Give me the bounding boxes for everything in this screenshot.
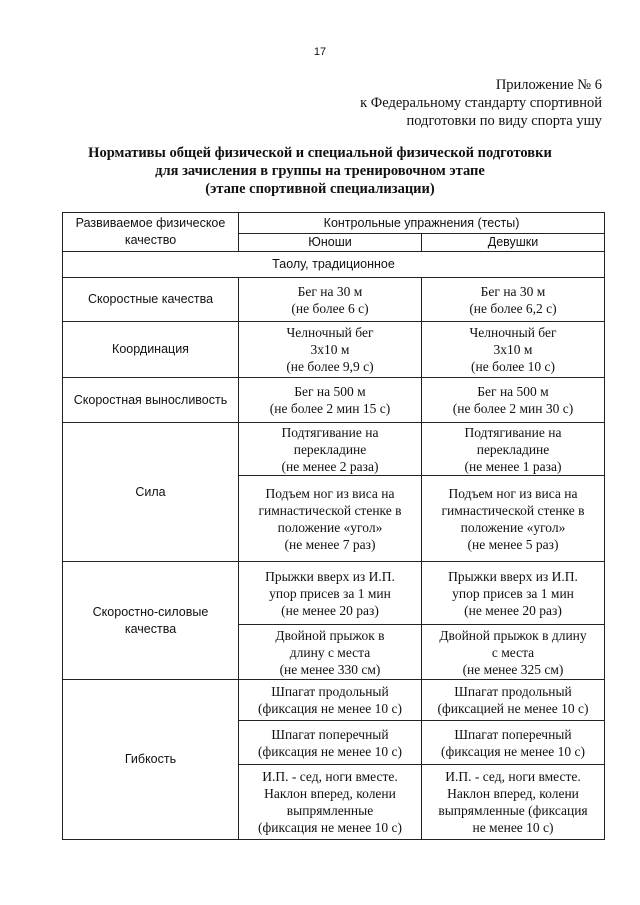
norm-cell	[422, 423, 605, 476]
norm-cell	[422, 476, 605, 562]
quality-power-line: Скоростно-силовые	[92, 604, 209, 619]
norm-line: гимнастической стенке в	[441, 502, 585, 518]
quality-power-line: качества	[124, 621, 177, 636]
norm-cell	[422, 721, 605, 765]
norm-line: гимнастической стенке в	[258, 502, 402, 518]
norm-line: перекладине	[293, 441, 367, 457]
norm-line: (не менее 325 см)	[462, 661, 564, 677]
norm-line: Подтягивание на	[464, 424, 562, 440]
title-line: Нормативы общей физической и специальной физической подготовки	[88, 145, 552, 161]
quality-speed: Скоростные качества	[63, 278, 239, 322]
norm-line: Шпагат продольный	[454, 684, 572, 699]
norm-line: (не более 2 мин 30 с)	[452, 401, 574, 416]
norm-line: (фиксацией не менее 10 с)	[437, 701, 589, 716]
title-line: для зачисления в группы на тренировочном этапе	[155, 163, 485, 179]
document-title	[0, 144, 640, 198]
norm-line: выпрямленные (фиксация	[438, 803, 588, 818]
norm-line: положение «угол»	[460, 519, 566, 535]
appendix-line: подготовки по виду спорта ушу	[406, 113, 602, 129]
norm-line: (фиксация не менее 10 с)	[258, 701, 402, 716]
norm-line: (не более 9,9 с)	[286, 359, 374, 374]
norm-line: (не более 10 с)	[471, 359, 555, 374]
header-quality	[63, 213, 239, 252]
norm-cell	[239, 562, 422, 625]
norm-cell	[239, 625, 422, 680]
norm-line: Наклон вперед, колени	[447, 786, 579, 801]
norm-line: Челночный бег	[286, 325, 374, 340]
quality-coordination: Координация	[63, 322, 239, 378]
norm-line: Прыжки вверх из И.П.	[448, 568, 578, 584]
page-number: 17	[313, 46, 327, 58]
norm-cell	[239, 423, 422, 476]
norm-line: Шпагат продольный	[271, 684, 389, 699]
norm-cell	[422, 680, 605, 721]
norm-line: Бег на 30 м	[480, 283, 546, 299]
norm-cell	[239, 322, 422, 378]
norm-cell	[422, 765, 605, 840]
norm-line: выпрямленные	[286, 803, 374, 818]
norm-line: Бег на 500 м	[477, 384, 549, 399]
norm-cell	[422, 562, 605, 625]
norm-line: перекладине	[476, 441, 550, 457]
norm-line: Бег на 30 м	[297, 283, 363, 299]
section-row: Таолу, традиционное	[63, 252, 605, 278]
norm-cell	[422, 625, 605, 680]
header-girls: Девушки	[422, 234, 605, 252]
norm-line: Челночный бег	[469, 325, 557, 340]
norm-line: (не менее 330 см)	[279, 661, 381, 677]
norm-cell	[422, 322, 605, 378]
norm-line: Подъем ног из виса на	[448, 485, 578, 501]
norm-cell	[239, 680, 422, 721]
quality-flexibility: Гибкость	[63, 680, 239, 840]
norm-line: И.П. - сед, ноги вместе.	[445, 769, 581, 784]
header-quality-line: качество	[124, 233, 177, 247]
appendix-line: к Федеральному стандарту спортивной	[360, 95, 602, 111]
norm-line: (не более 6 с)	[291, 300, 369, 316]
norm-line: Шпагат поперечный	[454, 726, 572, 742]
norm-line: Наклон вперед, колени	[264, 786, 396, 801]
norm-line: 3х10 м	[493, 342, 533, 357]
norm-line: не менее 10 с)	[472, 820, 554, 835]
norm-line: (не менее 1 раза)	[464, 458, 562, 474]
norm-line: Подъем ног из виса на	[265, 485, 395, 501]
norm-line: Бег на 500 м	[294, 384, 366, 399]
appendix-block	[360, 76, 602, 130]
appendix-line: Приложение № 6	[495, 77, 602, 93]
norm-cell	[239, 721, 422, 765]
norm-line: (не менее 20 раз)	[464, 602, 562, 618]
quality-endurance: Скоростная выносливость	[63, 378, 239, 423]
norm-line: длину с места	[289, 644, 371, 660]
header-boys: Юноши	[239, 234, 422, 252]
norm-line: 3х10 м	[310, 342, 350, 357]
norm-cell	[239, 476, 422, 562]
norm-line: (не менее 20 раз)	[281, 602, 379, 618]
norm-line: Подтягивание на	[281, 424, 379, 440]
title-line: (этапе спортивной специализации)	[205, 181, 435, 197]
norm-line: (фиксация не менее 10 с)	[258, 743, 402, 759]
header-tests: Контрольные упражнения (тесты)	[239, 213, 605, 234]
norm-line: с места	[491, 644, 535, 660]
norm-line: Прыжки вверх из И.П.	[265, 568, 395, 584]
norm-line: упор присев за 1 мин	[269, 585, 391, 601]
norm-line: (не менее 2 раза)	[281, 458, 379, 474]
norm-cell	[239, 378, 422, 423]
header-quality-line: Развиваемое физическое	[75, 216, 226, 230]
norm-line: Двойной прыжок в длину	[439, 627, 587, 643]
norm-cell	[422, 278, 605, 322]
norm-line: Шпагат поперечный	[271, 726, 389, 742]
norm-line: (не более 6,2 с)	[469, 300, 557, 316]
norm-line: Двойной прыжок в	[275, 627, 385, 643]
norm-cell	[239, 765, 422, 840]
norm-line: (фиксация не менее 10 с)	[258, 820, 402, 835]
quality-power	[63, 562, 239, 680]
norm-line: (не менее 5 раз)	[467, 536, 559, 552]
quality-strength: Сила	[63, 423, 239, 562]
norm-line: И.П. - сед, ноги вместе.	[262, 769, 398, 784]
norm-line: положение «угол»	[277, 519, 383, 535]
norm-line: упор присев за 1 мин	[452, 585, 574, 601]
norm-line: (фиксация не менее 10 с)	[441, 743, 585, 759]
norms-table	[62, 212, 605, 840]
norm-line: (не более 2 мин 15 с)	[269, 401, 391, 416]
norm-cell	[239, 278, 422, 322]
norm-cell	[422, 378, 605, 423]
norm-line: (не менее 7 раз)	[284, 536, 376, 552]
